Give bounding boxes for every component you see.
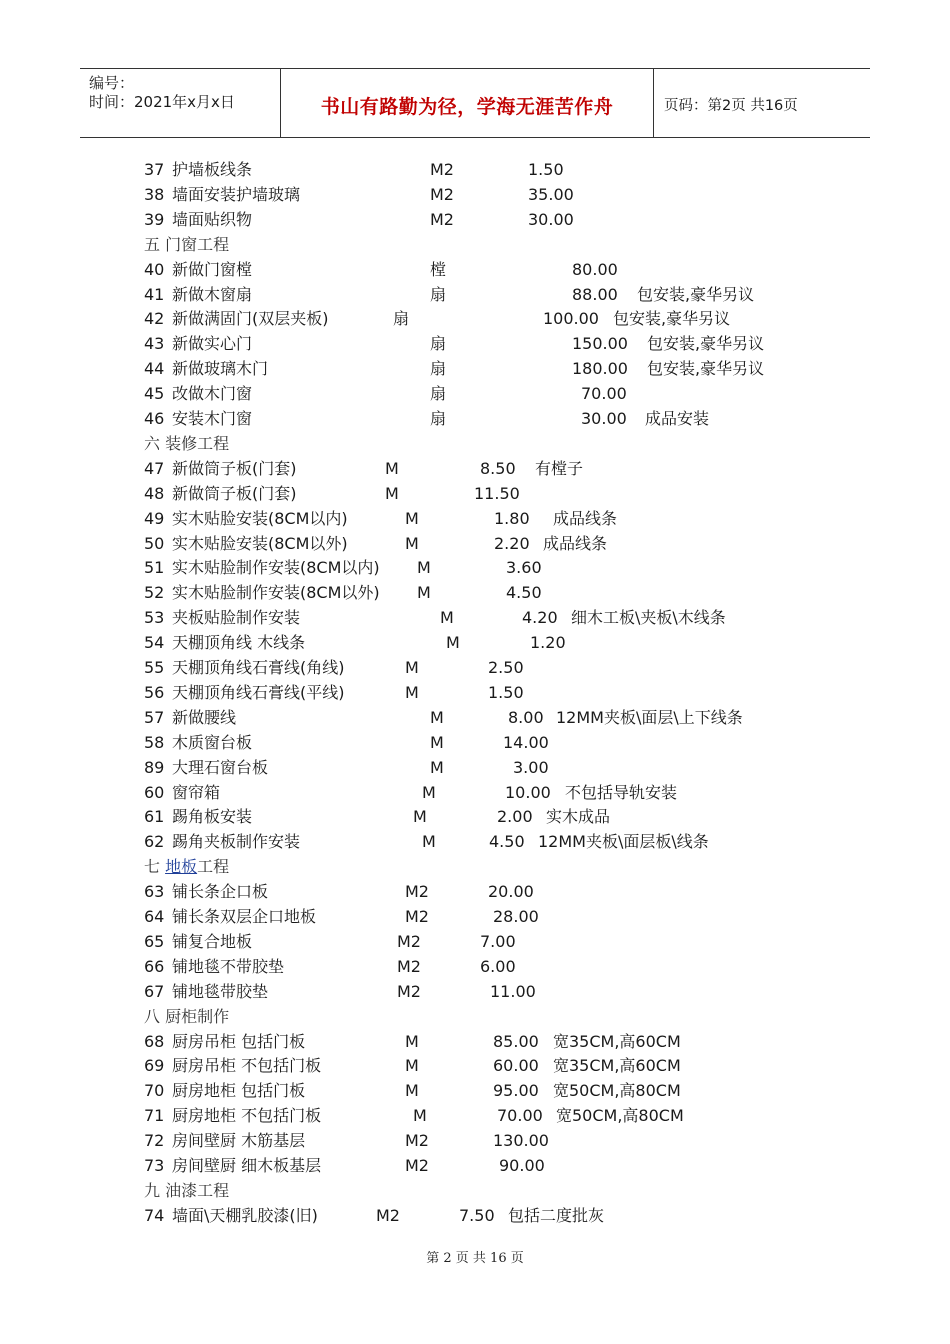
item-unit: M2 (397, 931, 421, 951)
item-price: 150.00 (572, 334, 628, 354)
item-unit: M (413, 1106, 427, 1126)
header-motto-cell (281, 69, 654, 137)
item-number: 63 (144, 882, 165, 902)
item-price: 1.50 (488, 682, 524, 702)
item-number: 54 (144, 633, 165, 653)
item-price: 100.00 (543, 309, 599, 329)
item-price: 60.00 (493, 1056, 539, 1076)
item-name: 安装木门窗 (172, 409, 253, 428)
item-unit: M2 (397, 956, 421, 976)
item-unit: M2 (376, 1205, 400, 1225)
item-unit: M (405, 508, 419, 528)
item-name: 墙面安装护墙玻璃 (172, 184, 301, 204)
item-name: 夹板贴脸制作安装 (172, 608, 301, 628)
item-price: 3.60 (506, 558, 542, 578)
item-price: 7.50 (459, 1205, 495, 1225)
item-unit: M (417, 558, 431, 578)
item-unit: 扇 (430, 359, 447, 379)
item-price: 70.00 (497, 1106, 543, 1126)
item-name: 木质窗台板 (172, 732, 253, 752)
item-price: 20.00 (488, 882, 534, 902)
item-price: 14.00 (503, 732, 549, 752)
motto-text: 书山有路勤为径，学海无涯苦作舟 (320, 96, 614, 118)
item-number: 56 (144, 682, 165, 702)
item-number: 55 (144, 658, 165, 677)
item-price: 35.00 (528, 184, 574, 204)
item-unit: 樘 (430, 259, 447, 279)
item-name: 天棚顶角线石膏线(角线) (172, 658, 345, 677)
item-unit: M (405, 1031, 419, 1051)
item-name: 房间壁厨 木筋基层 (172, 1131, 306, 1151)
item-unit: M (440, 608, 454, 628)
item-unit: M2 (430, 184, 454, 204)
item-name: 窗帘箱 (172, 782, 221, 802)
page-header (80, 68, 870, 138)
item-note: 宽35CM,高60CM (553, 1056, 681, 1076)
document-time-label: 时间：2021年x月x日 (89, 93, 235, 111)
item-note: 包安装,豪华另议 (647, 359, 765, 379)
item-name: 大理石窗台板 (172, 757, 269, 777)
item-number: 41 (144, 284, 165, 304)
item-price: 4.50 (506, 583, 542, 603)
item-unit: M2 (430, 209, 454, 229)
item-name: 实木贴脸制作安装(8CM以外) (172, 583, 380, 603)
item-note: 成品安装 (645, 409, 710, 428)
item-unit: M (405, 533, 419, 553)
item-number: 49 (144, 508, 165, 528)
item-price: 85.00 (493, 1031, 539, 1051)
item-unit: M (422, 832, 436, 852)
item-name: 踢角板安装 (172, 807, 253, 827)
item-number: 60 (144, 782, 165, 802)
item-note: 12MM夹板\面层板\线条 (538, 832, 709, 852)
item-price: 1.80 (494, 508, 530, 528)
item-number: 42 (144, 309, 165, 329)
item-unit: M2 (405, 1156, 429, 1175)
item-unit: 扇 (393, 309, 410, 329)
item-price: 1.20 (530, 633, 566, 653)
item-name: 天棚顶角线 木线条 (172, 633, 306, 653)
item-number: 53 (144, 608, 165, 628)
item-name: 厨房地柜 包括门板 (172, 1081, 306, 1101)
item-note: 实木成品 (546, 807, 611, 827)
item-note: 有樘子 (535, 458, 584, 478)
item-name: 铺长条企口板 (172, 882, 269, 902)
item-name: 铺地毯不带胶垫 (172, 956, 285, 976)
item-number: 58 (144, 732, 165, 752)
item-unit: M (430, 732, 444, 752)
item-price: 4.50 (489, 832, 525, 852)
item-number: 68 (144, 1031, 165, 1051)
section-link[interactable]: 地板 (165, 857, 198, 877)
item-name: 天棚顶角线石膏线(平线) (172, 682, 345, 702)
item-unit: M (405, 658, 419, 677)
item-price: 30.00 (581, 409, 627, 428)
item-price: 1.50 (528, 160, 564, 179)
item-number: 48 (144, 483, 165, 503)
item-note: 细木工板\夹板\木线条 (571, 608, 726, 628)
item-name: 铺长条双层企口地板 (172, 907, 317, 926)
item-unit: 扇 (430, 409, 447, 428)
item-note: 12MM夹板\面层\上下线条 (556, 707, 743, 727)
item-note: 包安装,豪华另议 (637, 284, 755, 304)
item-number: 67 (144, 981, 165, 1001)
section-heading (144, 1179, 229, 1203)
item-name: 厨房吊柜 包括门板 (172, 1031, 306, 1051)
item-price: 3.00 (513, 757, 549, 777)
section-title: 八 厨柜制作 (144, 1006, 230, 1026)
item-price: 88.00 (572, 284, 618, 304)
item-name: 新做实心门 (172, 334, 253, 354)
item-number: 46 (144, 409, 165, 428)
section-title: 六 装修工程 (144, 433, 230, 453)
item-name: 实木贴脸安装(8CM以外) (172, 533, 348, 553)
item-note: 宽50CM,高80CM (556, 1106, 684, 1126)
item-number: 64 (144, 907, 165, 926)
section-heading (144, 432, 229, 456)
item-number: 66 (144, 956, 165, 976)
item-name: 新做玻璃木门 (172, 359, 269, 379)
item-name: 新做筒子板(门套) (172, 483, 297, 503)
document-number-label: 编号： (89, 74, 135, 92)
item-price: 70.00 (581, 384, 627, 404)
item-unit: M (422, 782, 436, 802)
item-unit: M2 (405, 882, 429, 902)
item-number: 37 (144, 160, 165, 179)
section-title: 五 门窗工程 (144, 234, 230, 254)
item-name: 实木贴脸安装(8CM以内) (172, 508, 348, 528)
item-price: 2.00 (497, 807, 533, 827)
item-name: 新做筒子板(门套) (172, 458, 297, 478)
page-number-label: 页码：第2页 共16页 (664, 98, 798, 114)
section-heading (144, 233, 229, 257)
item-unit: M2 (405, 1131, 429, 1151)
item-unit: M (405, 682, 419, 702)
item-unit: M2 (397, 981, 421, 1001)
item-number: 61 (144, 807, 165, 827)
page-footer: 第 2 页 共 16 页 (426, 1251, 524, 1266)
item-unit: M (385, 483, 399, 503)
header-page-cell (654, 69, 870, 137)
item-price: 8.50 (480, 458, 516, 478)
item-name: 新做腰线 (172, 707, 237, 727)
item-unit: 扇 (430, 284, 447, 304)
item-price: 130.00 (493, 1131, 549, 1151)
section-title-rest: 工程 (197, 857, 230, 877)
item-number: 65 (144, 931, 165, 951)
item-unit: M (405, 1081, 419, 1101)
item-name: 护墙板线条 (172, 160, 253, 179)
item-number: 43 (144, 334, 165, 354)
item-unit: M (417, 583, 431, 603)
item-price: 2.50 (488, 658, 524, 677)
section-heading (144, 1005, 229, 1029)
item-unit: 扇 (430, 334, 447, 354)
item-number: 70 (144, 1081, 165, 1101)
item-number: 74 (144, 1205, 165, 1225)
item-unit: M (430, 757, 444, 777)
item-name: 墙面\天棚乳胶漆(旧) (172, 1205, 318, 1225)
section-title: 七 (144, 857, 166, 877)
item-number: 89 (144, 757, 165, 777)
item-name: 铺地毯带胶垫 (172, 981, 269, 1001)
item-name: 踢角夹板制作安装 (172, 832, 301, 852)
item-number: 39 (144, 209, 165, 229)
item-name: 厨房地柜 不包括门板 (172, 1106, 322, 1126)
section-heading (144, 855, 229, 879)
item-unit: 扇 (430, 384, 447, 404)
item-unit: M (413, 807, 427, 827)
item-note: 宽35CM,高60CM (553, 1031, 681, 1051)
item-price: 80.00 (572, 259, 618, 279)
item-price: 7.00 (480, 931, 516, 951)
item-number: 57 (144, 707, 165, 727)
item-number: 51 (144, 558, 165, 578)
item-unit: M (446, 633, 460, 653)
item-name: 新做木窗扇 (172, 284, 253, 304)
item-number: 44 (144, 359, 165, 379)
item-name: 厨房吊柜 不包括门板 (172, 1056, 322, 1076)
item-price: 28.00 (493, 907, 539, 926)
item-number: 71 (144, 1106, 165, 1126)
item-note: 成品线条 (543, 533, 608, 553)
item-name: 改做木门窗 (172, 384, 253, 404)
item-name: 墙面贴织物 (172, 209, 253, 229)
item-number: 72 (144, 1131, 165, 1151)
item-price: 6.00 (480, 956, 516, 976)
item-note: 包安装,豪华另议 (613, 309, 731, 329)
header-meta-cell (80, 69, 281, 137)
item-unit: M (430, 707, 444, 727)
item-number: 45 (144, 384, 165, 404)
item-unit: M2 (430, 160, 454, 179)
item-note: 宽50CM,高80CM (553, 1081, 681, 1101)
item-unit: M (405, 1056, 419, 1076)
item-name: 铺复合地板 (172, 931, 253, 951)
item-number: 52 (144, 583, 165, 603)
item-price: 8.00 (508, 707, 544, 727)
item-number: 40 (144, 259, 165, 279)
item-name: 新做门窗樘 (172, 259, 253, 279)
item-price: 95.00 (493, 1081, 539, 1101)
item-number: 73 (144, 1156, 165, 1175)
item-number: 62 (144, 832, 165, 852)
item-number: 38 (144, 184, 165, 204)
item-price: 10.00 (505, 782, 551, 802)
item-price: 90.00 (499, 1156, 545, 1175)
item-number: 50 (144, 533, 165, 553)
item-price: 11.50 (474, 483, 520, 503)
item-price: 4.20 (522, 608, 558, 628)
item-note: 成品线条 (553, 508, 618, 528)
item-unit: M (385, 458, 399, 478)
item-price: 2.20 (494, 533, 530, 553)
item-price: 30.00 (528, 209, 574, 229)
item-name: 新做满固门(双层夹板) (172, 309, 329, 329)
item-price: 180.00 (572, 359, 628, 379)
section-title: 九 油漆工程 (144, 1180, 230, 1200)
item-note: 包括二度批灰 (508, 1205, 605, 1225)
item-name: 实木贴脸制作安装(8CM以内) (172, 558, 380, 578)
item-unit: M2 (405, 907, 429, 926)
item-price: 11.00 (490, 981, 536, 1001)
item-number: 69 (144, 1056, 165, 1076)
item-name: 房间壁厨 细木板基层 (172, 1156, 322, 1175)
item-note: 包安装,豪华另议 (647, 334, 765, 354)
item-number: 47 (144, 458, 165, 478)
item-note: 不包括导轨安装 (565, 782, 678, 802)
